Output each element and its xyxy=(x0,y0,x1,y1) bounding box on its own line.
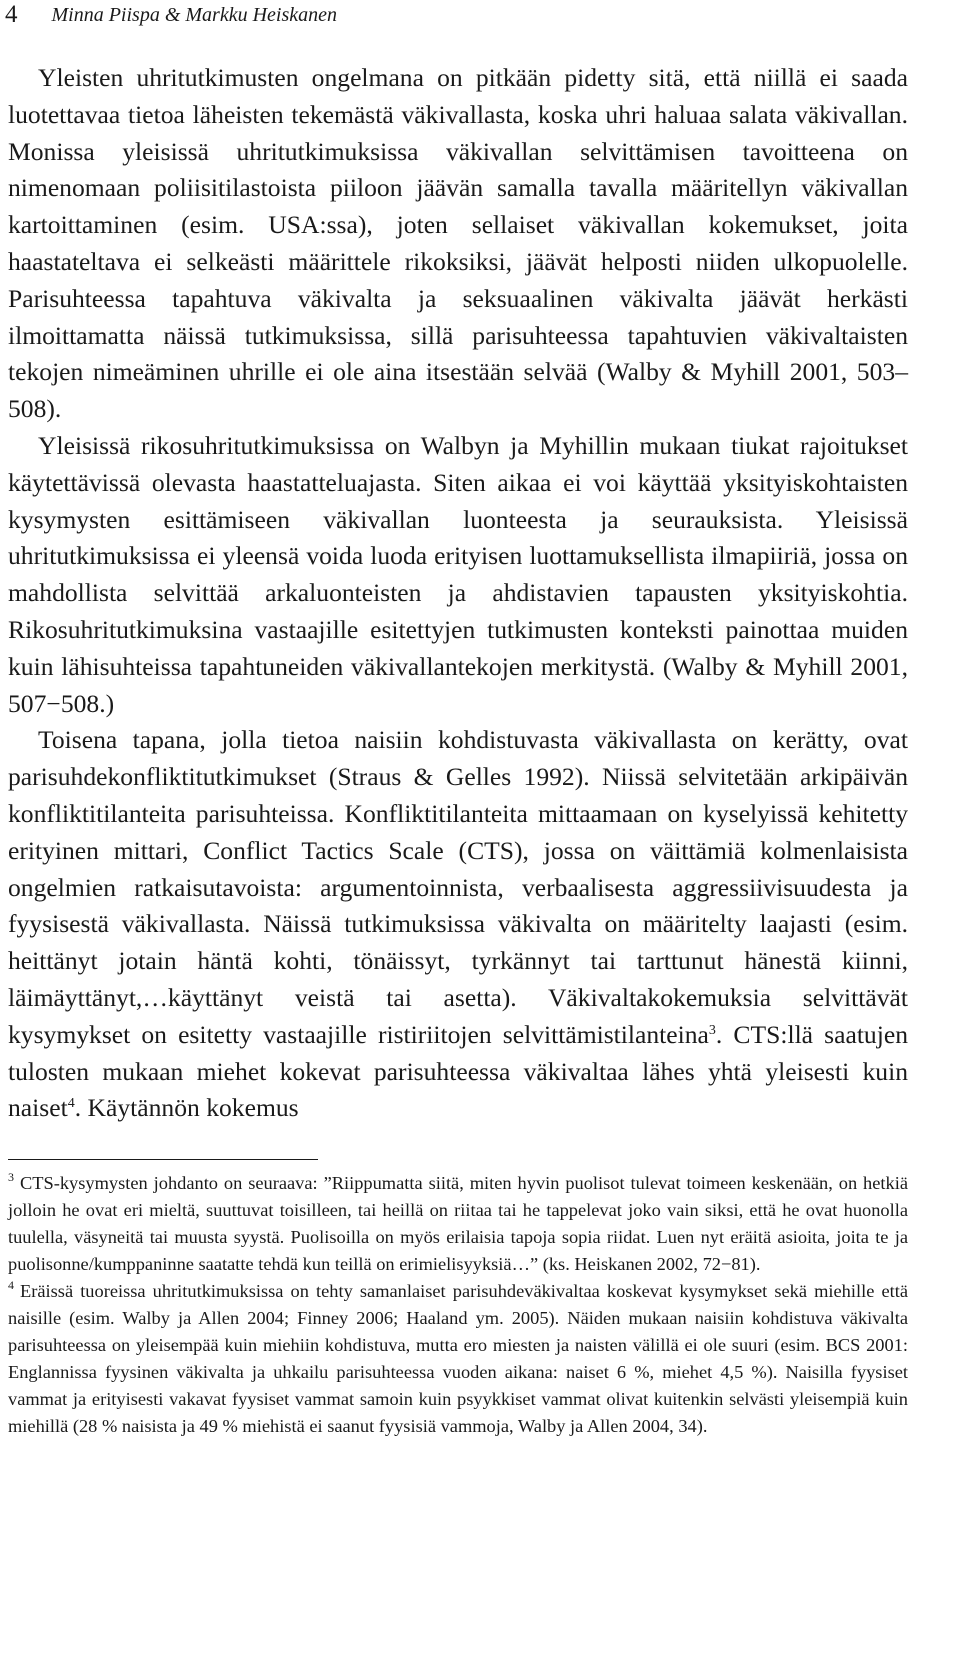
footnote-text: CTS-kysymysten johdanto on seuraava: ”Riippumatta siitä, miten hyvin puolisot tulevat toimeen keskenään, on hetkiä jolloin he ovat eri mieltä, suuttuvat toisilleen, tai heillä on riitaa tai he tappelevat joko vain siksi, että he ovat huonolla tuulella, väsyneitä tai muusta syystä. Puolisoilla on myös erilaisia tapoja sopia riidat. Luen nyt eräitä asioita, joita te ja puolisonne/kumppaninne saatatte tehdä kun teillä on erimielisyyksiä…” (ks. Heiskanen 2002, 72−81). xyxy=(8,1173,908,1274)
header-authors: Minna Piispa & Markku Heiskanen xyxy=(51,4,337,26)
paragraph-3-text-b: . CTS:llä saatujen tulosten mukaan miehet kokevat parisuhteessa väkivaltaa lähes yhtä yleisesti kuin naiset xyxy=(8,1019,908,1123)
footnote-marker: 3 xyxy=(8,1170,14,1184)
footnote-text: Eräissä tuoreissa uhritutkimuksissa on tehty samanlaiset parisuhdeväkivaltaa koskevat kysymykset sekä miehille että naisille (esim. Walby ja Allen 2004; Finney 2006; Haaland ym. 2005). Näiden mukaan naisiin kohdistuva väkivalta parisuhteessa on yleisempää kuin miehiin kohdistuva, mutta ero miesten ja naisten välillä ei ole suuri (esim. BCS 2001: Englannissa fyysinen väkivalta ja uhkailu parisuhteessa vuoden aikana: naiset 6 %, miehet 4,5 %). Naisilla fyysiset vammat ja erityisesti vakavat fyysiset vammat samoin kuin psyykkiset vammat olivat kuitenkin selvästi yleisempiä kuin miehillä (28 % naisista ja 49 % miehistä ei saanut fyysisiä vammoja, Walby ja Allen 2004, 34). xyxy=(8,1281,908,1436)
paragraph-3-text-c: . Käytännön kokemus xyxy=(74,1093,299,1123)
footnotes xyxy=(8,1170,908,1440)
footnote-ref-4[interactable]: 4 xyxy=(67,1096,75,1112)
paragraph-2: Yleisissä rikosuhritutkimuksissa on Walbyn ja Myhillin mukaan tiukat rajoitukset käytettävissä olevasta haastatteluajasta. Siten aikaa ei voi käyttää yksityiskohtaisten kysymysten esittämiseen väkivallan luonteesta ja seurauksista. Yleisissä uhritutkimuksissa ei yleensä voida luoda erityisen luottamuksellista ilmapiiriä, jossa on mahdollista selvittää arkaluonteisten ja ahdistavien tapausten yksityiskohtia. Rikosuhritutkimuksina vastaajille esitettyjen tutkimusten konteksti painottaa muiden kuin lähisuhteissa tapahtuneiden väkivallantekojen merkitystä. (Walby & Myhill 2001, 507−508.) xyxy=(8,430,908,718)
running-header xyxy=(5,0,940,30)
footnote-marker: 4 xyxy=(8,1278,14,1292)
paragraph-3-text-a: Toisena tapana, jolla tietoa naisiin kohdistuvasta väkivallasta on kerätty, ovat parisuhdekonfliktitutkimukset (Straus & Gelles 1992). Niissä selvitetään arkipäivän konfliktitilanteita parisuhteissa. Konfliktitilanteita mittaamaan on kyselyissä kehitetty erityinen mittari, Conflict Tactics Scale (CTS), jossa on väittämiä kolmenlaisista ongelmien ratkaisutavoista: argumentoinnista, verbaalisesta aggressiivisuudesta ja fyysisestä väkivallasta. Näissä tutkimuksissa väkivalta on määritelty laajasti (esim. heittänyt jotain häntä kohti, tönäissyt, tyrkännyt tai tarttunut hänestä kiinni, läimäyttänyt,…käyttänyt veistä tai asetta). Väkivaltakokemuksia selvittävät kysymykset on esitetty vastaajille ristiriitojen selvittämistilanteina xyxy=(8,725,908,1049)
paragraph-1: Yleisten uhritutkimusten ongelmana on pitkään pidetty sitä, että niillä ei saada luotettavaa tietoa läheisten tekemästä väkivallasta, koska uhri haluaa salata väkivallan. Monissa yleisissä uhritutkimuksissa väkivallan selvittämisen tavoitteena on nimenomaan poliisitilastoista piiloon jäävän samalla tavalla määritellyn väkivallan kartoittaminen (esim. USA:ssa), joten sellaiset väkivallan kokemukset, joita haastateltava ei selkeästi määrittele rikoksiksi, jäävät helposti niiden ulkopuolelle. Parisuhteessa tapahtuva väkivalta ja seksuaalinen väkivalta jäävät herkästi ilmoittamatta näissä tutkimuksissa, sillä parisuhteessa tapahtuvien väkivaltaisten tekojen nimeäminen uhrille ei ole aina itsestään selvää (Walby & Myhill 2001, 503–508). xyxy=(8,63,908,424)
footnote-separator xyxy=(8,1159,318,1160)
footnote-4 xyxy=(8,1278,908,1440)
paragraph-3 xyxy=(8,722,908,1127)
footnote-ref-3[interactable]: 3 xyxy=(708,1022,716,1038)
body-text xyxy=(8,60,908,1127)
footnote-3 xyxy=(8,1170,908,1278)
page-number: 4 xyxy=(5,1,18,28)
